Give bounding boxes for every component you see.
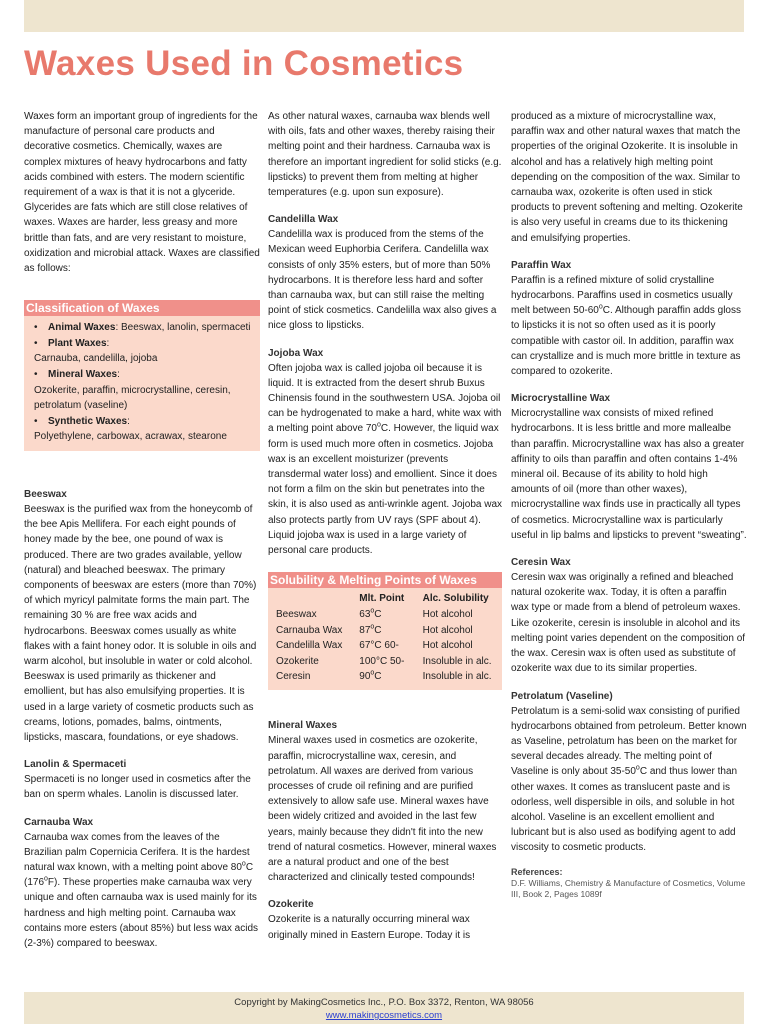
group-name: Synthetic Waxes <box>48 415 128 427</box>
ozokerite-text: Ozokerite is a naturally occurring mineral wax originally mined in Eastern Europe. Today it is <box>268 914 471 941</box>
candelilla-text: Candelilla wax is produced from the stems of the Mexican weed Euphorbia Cerifera. Candelilla wax consists of only 35% esters, but of more than 50% hydrocarbons. It is therefore less hard and softer than carnauba wax, but can still raise the melting point of stick cosmetics. Candelilla wax also gives a nice gloss to lipsticks. <box>268 229 497 332</box>
references-text: D.F. Williams, Chemistry & Manufacture of Cosmetics, Volume III, Book 2, Pages 1089f <box>511 877 746 899</box>
ozokerite-continued-text: produced as a mixture of microcrystalline wax, paraffin wax and other natural waxes that match the properties of the original Ozokerite. It is insoluble in alcohol and has a relatively high melting point depending on the composition of the wax. Similar to carnauba wax, ozokerite is often used in stick products to prevent softening and melting. Ozokerite is also very useful in creams due to its thickening and emulsifying properties. <box>511 111 743 244</box>
melting-point: 100°C 50- <box>359 655 405 667</box>
list-item: • Synthetic Waxes: Polyethylene, carbowax, acrawax, stearone <box>34 415 227 443</box>
carnauba-heading: Carnauba Wax <box>24 816 94 828</box>
table-header: Alc. Solubility <box>422 593 489 605</box>
table-header: Mlt. Point <box>359 593 405 605</box>
candelilla-heading: Candelilla Wax <box>268 214 339 226</box>
carnauba-continued-text: As other natural waxes, carnauba wax blends well with oils, fats and other waxes, thereby raising their melting point and their hardness. Carnauba wax is therefore an important ingredient for solid sticks (e.g. lipsticks) to prevent them from melting at higher temperatures (e.g. upon sun exposure). <box>268 111 502 199</box>
lanolin-text: Spermaceti is no longer used in cosmetics after the ban on sperm whales. Lanolin is discussed later. <box>24 774 251 801</box>
header-band <box>24 0 744 32</box>
solubility-box <box>268 572 502 690</box>
petrolatum-text: Petrolatum is a semi-solid wax consisting of purified hydrocarbons obtained from petroleum. Better known as Vaseline, petrolatum has been on the market for several decades already. The melting point of Vaseline is only about 35-50$^o$C and thus lower than other waxes. It comes as translucent paste and is odorless, well dispersible in oils, and soluble in hot alcohol. Vaseline is an excellent emollient and lubricant but is also used as bodifying agent to add viscosity to cosmetic products. <box>511 705 747 854</box>
website-link[interactable]: www.makingcosmetics.com <box>325 1010 443 1021</box>
mineral-text: Mineral waxes used in cosmetics are ozokerite, paraffin, microcrystalline wax, ceresin, and petrolatum. All waxes are derived from various processes of crude oil refining and are purified extensively to allow safe use. Mineral waxes have been widely critized and avoided in the last few years, mainly because they didn't fit into the new trend of natural cosmetics. However, mineral waxes are a natural product and one of the best characterized and clinically tested compounds! <box>268 735 497 884</box>
jojoba-heading: Jojoba Wax <box>268 347 324 359</box>
beeswax-heading: Beeswax <box>24 488 67 500</box>
list-item: • Plant Waxes: Carnauba, candelilla, jojoba <box>34 337 158 365</box>
classification-list <box>24 316 260 451</box>
group-items: Beeswax, lanolin, spermaceti <box>121 322 251 334</box>
paraffin-heading: Paraffin Wax <box>511 259 572 271</box>
lanolin-heading: Lanolin & Spermaceti <box>24 759 127 771</box>
table-header-row <box>276 588 502 607</box>
melting-point: 67°C 60- <box>359 640 399 652</box>
bullet-icon: • <box>34 415 38 427</box>
group-items: Ozokerite, paraffin, microcrystalline, ceresin, petrolatum (vaseline) <box>34 384 231 412</box>
group-items: Polyethylene, carbowax, acrawax, stearone <box>34 431 227 443</box>
alc-solubility: Hot alcohol <box>422 609 473 621</box>
bullet-icon: • <box>34 322 38 334</box>
petrolatum-heading: Petrolatum (Vaseline) <box>511 690 613 702</box>
classification-box <box>24 300 260 451</box>
wax-name: Beeswax <box>276 609 317 621</box>
melting-point: 63$^o$C <box>359 607 382 621</box>
carnauba-text: Carnauba wax comes from the leaves of the Brazilian palm Copernicia Cerifera. It is the hardest natural wax known, with a melting point above 80$^o$C (176$^o$F). These properties make carnauba wax very unique and often carnauba wax is used mainly for its hardness and high melting point. Carnauba wax contains more esters (about 85%) but less wax acids (2-3%) compared to beeswax. <box>24 831 258 950</box>
ceresin-heading: Ceresin Wax <box>511 557 571 569</box>
microcrystalline-heading: Microcrystalline Wax <box>511 393 611 405</box>
footer <box>24 992 744 1024</box>
mineral-heading: Mineral Waxes <box>268 720 338 732</box>
references-heading: References: <box>511 866 563 877</box>
column-3 <box>511 109 747 900</box>
table-row <box>276 623 502 638</box>
solubility-table <box>276 588 502 684</box>
alc-solubility: Insoluble in alc. <box>422 670 492 682</box>
ceresin-text: Ceresin wax was originally a refined and bleached natural ozokerite wax. Today, it is often a paraffin wax type or made from a blend of petroleum waxes. Like ozokerite, ceresin is insoluble in alcohol and its melting point varies dependent on the composition of the wax. Ceresin wax is often used as substitute of ozokerite wax due to its similar properties. <box>511 572 746 675</box>
classification-title: Classification of Waxes <box>24 300 260 316</box>
alc-solubility: Hot alcohol <box>422 640 473 652</box>
column-2 <box>268 109 502 943</box>
intro-paragraph: Waxes form an important group of ingredients for the manufacture of personal care products and decorative cosmetics. Chemically, waxes are complex mixtures of heavy hydrocarbons and fatty acids combined with esters. The modern scientific requirement of a wax is that it is not a glyceride. Glycerides are fats which are still close relatives of waxes. Waxes are harder, less greasy and more brittle than fats, and are very resistant to moisture, oxidization and microbial attack. Waxes are classified as follows: <box>24 111 260 275</box>
alc-solubility: Hot alcohol <box>422 624 473 636</box>
group-name: Plant Waxes <box>48 337 107 349</box>
table-row <box>276 669 502 684</box>
melting-point: 90$^o$C <box>359 669 382 682</box>
bullet-icon: • <box>34 337 38 349</box>
list-item: • Animal Waxes: Beeswax, lanolin, spermaceti <box>34 320 256 336</box>
table-row <box>276 607 502 622</box>
microcrystalline-text: Microcrystalline wax consists of mixed refined hydrocarbons. It is less brittle and more mallealbe than paraffin. Microcrystalline wax has also a greater affinity to oils than paraffin and often contains 1-4% mineral oil. Because of its ability to hold high amounts of oil (more than other waxes), microcrystalline wax finds use in practically all types of cosmetics. Microcrystalline wax is particularly useful in lip balms and lipsticks to prevent “sweating”. <box>511 408 747 541</box>
wax-name: Carnauba Wax <box>276 624 343 636</box>
wax-name: Ceresin <box>276 670 311 682</box>
group-name: Animal Waxes <box>48 322 116 334</box>
page-title: Waxes Used in Cosmetics <box>24 44 464 83</box>
paraffin-text: Paraffin is a refined mixture of solid crystalline hydrocarbons. Paraffins used in cosmetics usually melt between 50-60$^o$C. Although paraffin adds gloss to lipsticks it is not so often used as it is poorly compatible with castor oil. In addition, paraffin wax can crystallize and is much more brittle in texture as compared to ozokerite. <box>511 274 741 378</box>
table-row <box>276 638 502 653</box>
group-items: Carnauba, candelilla, jojoba <box>34 353 158 365</box>
beeswax-text: Beeswax is the purified wax from the honeycomb of the bee Apis Mellifera. For each eight pounds of honey made by the bee, one pound of wax is produced. There are two grades available, yellow (natural) and bleached beeswax. The primary components of beeswax are esters (more than 70%) of which myricyl palmitate forms the main part. The remaining 30 % are free wax acids and hydrocarbons. Beeswax comes usually as white flakes with a faint honey odor. It is soluble in oils and warm alcohol, but insoluble in water or cold alcohol. Beeswax is used primarily as thickener and emollient, but has also emulsifying properties. It is used in a large variety of cosmetic products such as creams, lotions, pomades, balms, ointments, lipsticks, mascara, foundations, or eye shadows. <box>24 503 257 744</box>
wax-name: Ozokerite <box>276 655 319 667</box>
copyright-text: Copyright by MakingCosmetics Inc., P.O. Box 3372, Renton, WA 98056 <box>234 997 534 1008</box>
table-row <box>276 654 502 669</box>
wax-name: Candelilla Wax <box>276 640 343 652</box>
column-1 <box>24 109 260 951</box>
melting-point: 87$^o$C <box>359 623 382 636</box>
ozokerite-heading: Ozokerite <box>268 899 314 911</box>
group-name: Mineral Waxes <box>48 369 118 381</box>
table-header <box>276 588 359 607</box>
list-item: • Mineral Waxes: Ozokerite, paraffin, microcrystalline, ceresin, petrolatum (vaseline) <box>34 369 231 412</box>
jojoba-text: Often jojoba wax is called jojoba oil because it is liquid. It is extracted from the desert shrub Buxus Chinensis found in the southwestern USA. Jojoba oil can be hydrogenated to make a hard, white wax with a melting point above 70$^o$C. However, the liquid wax form is used much more often in cosmetics. Jojoba wax is an excellent moisturizer (prevents transdermal water loss) and emollient. Since it does not form a film on the skin but penetrates into the skin, it is also used as anti-wrinkle agent. Jojoba wax also protects partly from UV rays (SPF about 4). Liquid jojoba wax is used in a large variety of personal care products. <box>268 362 503 557</box>
bullet-icon: • <box>34 369 38 381</box>
alc-solubility: Insoluble in alc. <box>422 655 492 667</box>
solubility-title: Solubility & Melting Points of Waxes <box>268 572 502 588</box>
